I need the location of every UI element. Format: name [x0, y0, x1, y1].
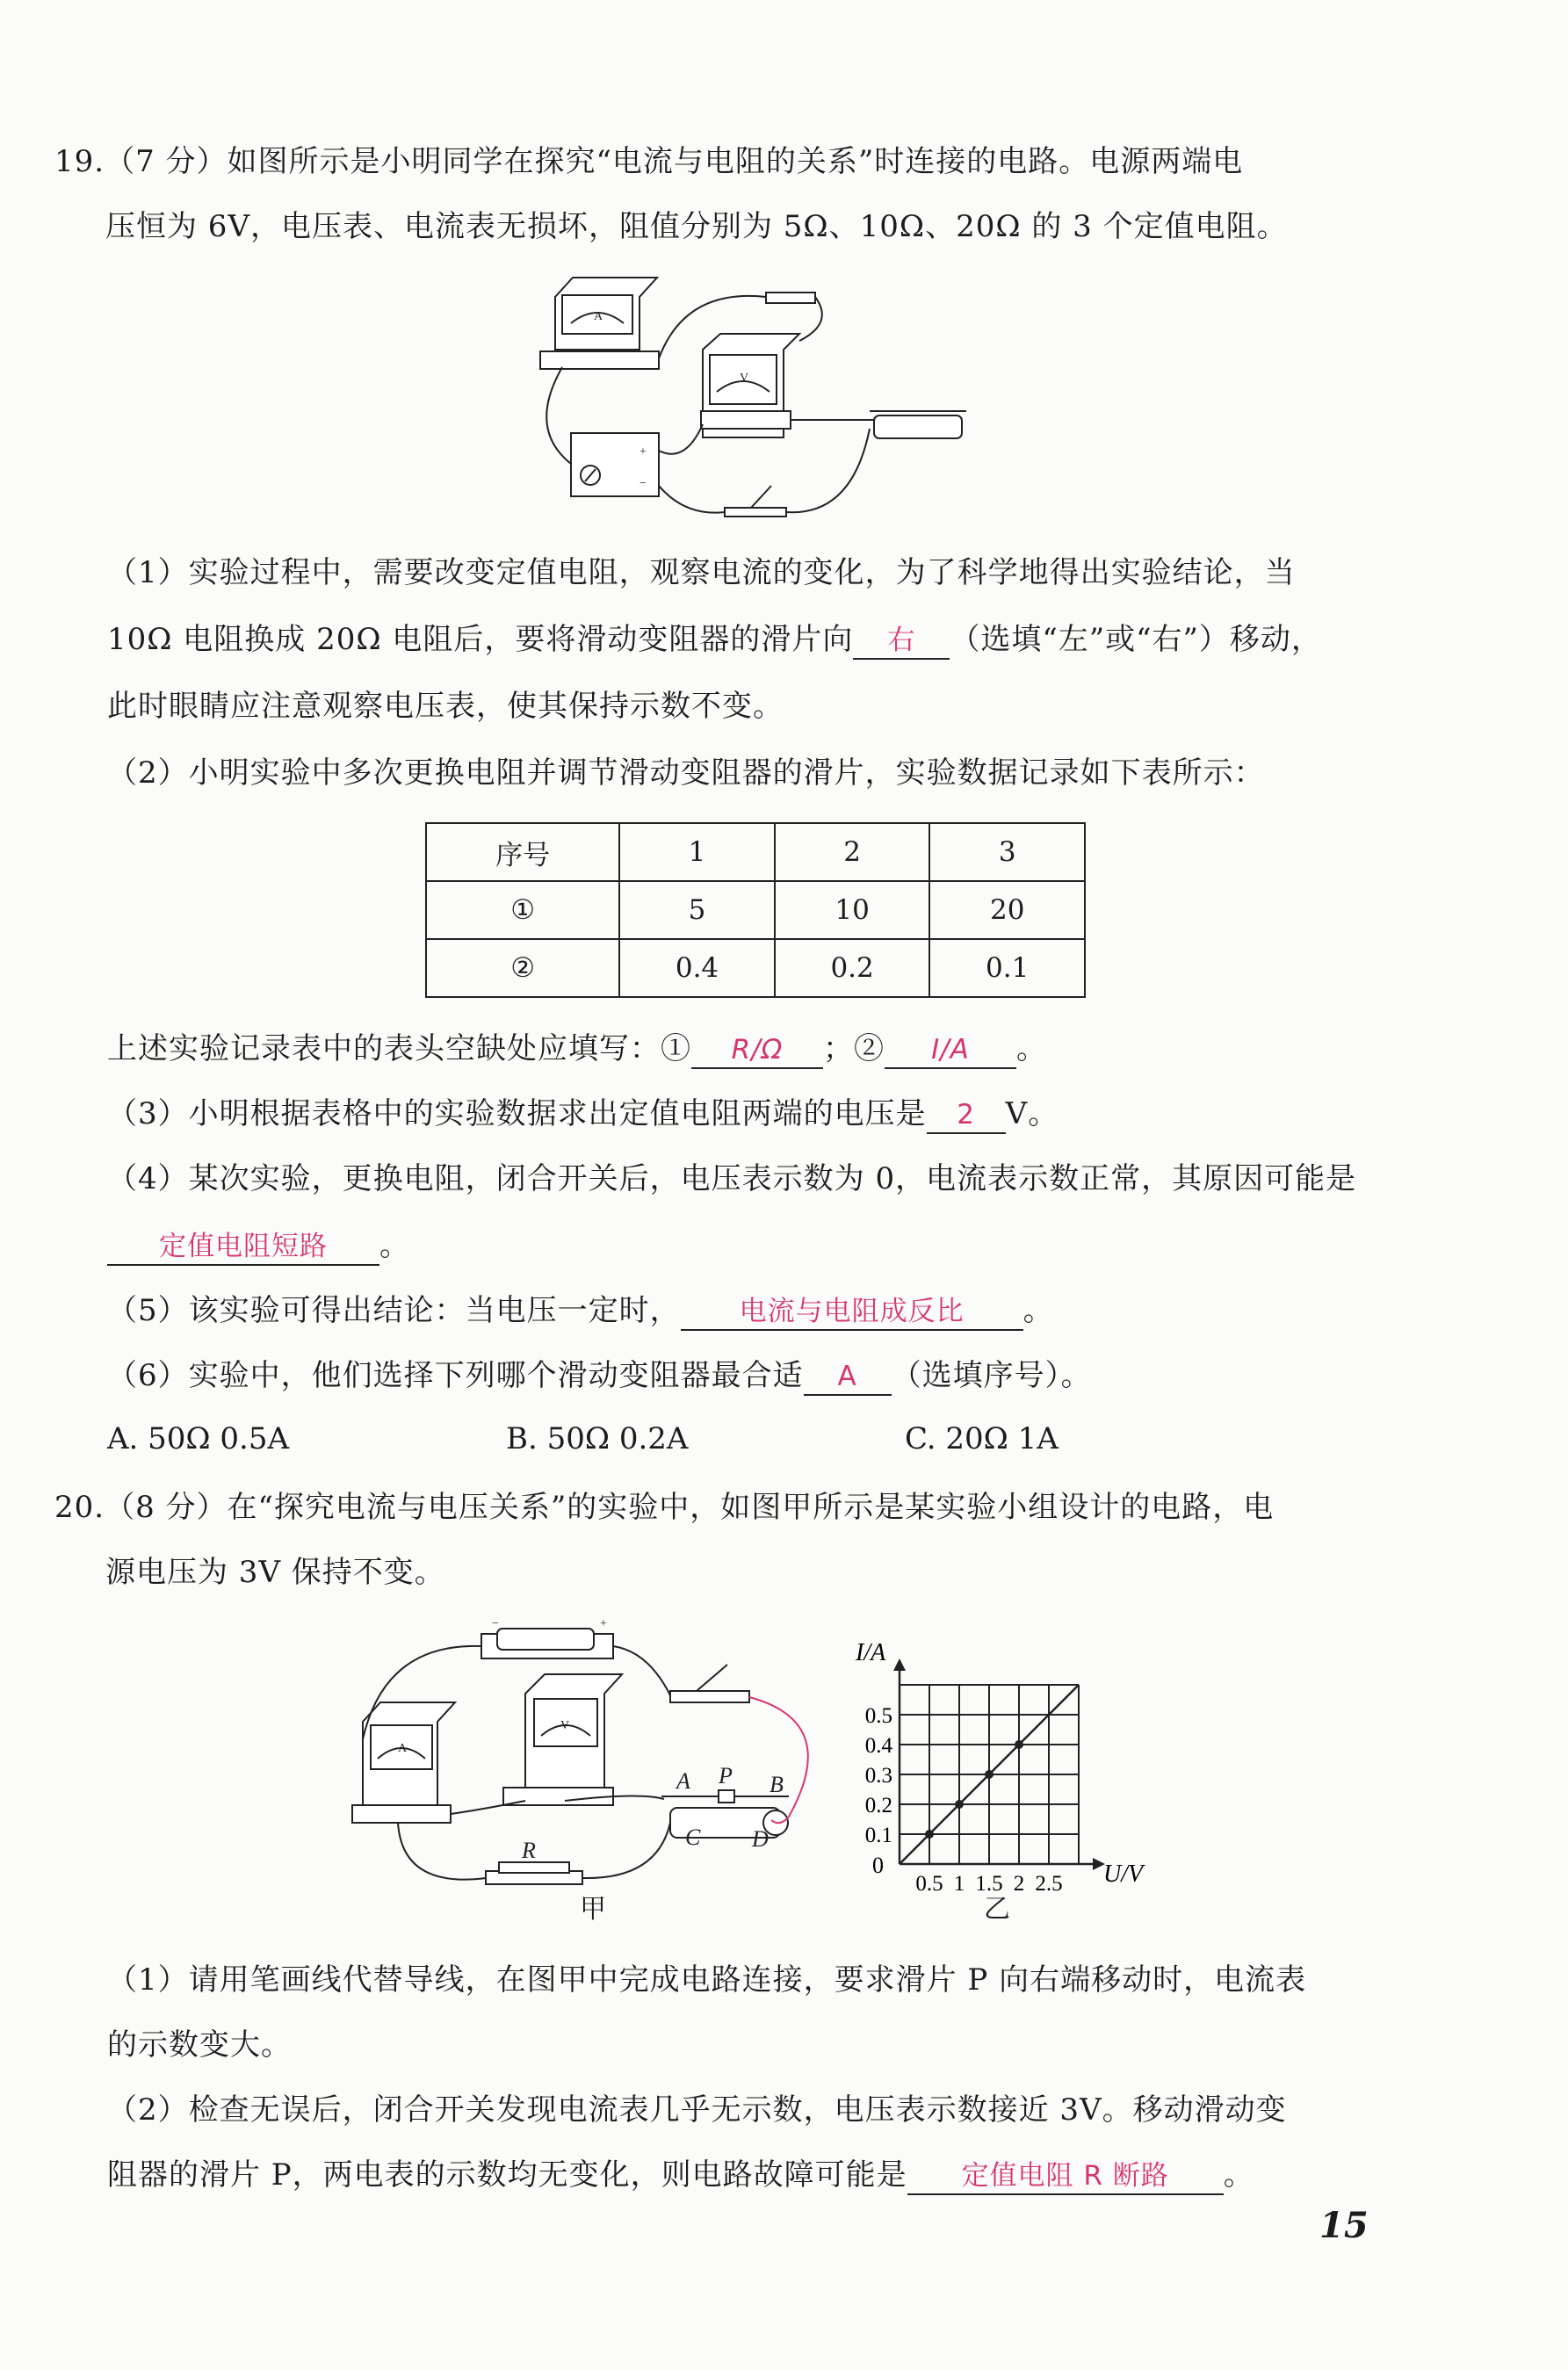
y-tick-label: 0.2 [864, 1794, 892, 1817]
q19-p4-end: 。 [379, 1228, 410, 1263]
q19-p1-line1: （1）实验过程中，需要改变定值电阻，观察电流的变化，为了科学地得出实验结论，当 [107, 555, 1296, 590]
svg-text:−: − [639, 477, 647, 490]
data-point [1015, 1740, 1023, 1749]
q20-p1-line2: 的示数变大。 [107, 2027, 292, 2063]
q20-p2-end: 。 [1223, 2157, 1254, 2193]
q19-p6-before: （6）实验中，他们选择下列哪个滑动变阻器最合适 [107, 1358, 804, 1393]
q20-p2-line1: （2）检查无误后，闭合开关发现电流表几乎无示数，电压表示数接近 3V。移动滑动变 [107, 2092, 1287, 2128]
y-tick-label: 0.5 [864, 1704, 892, 1728]
fig-label-yi: 乙 [984, 1894, 1011, 1925]
q19-p6-answer[interactable]: A [804, 1359, 892, 1396]
q20-circuit-figure [350, 1616, 824, 1924]
q19-p4-answer[interactable]: 定值电阻短路 [107, 1229, 379, 1266]
q19-p1-line3: 此时眼睛应注意观察电压表，使其保持示数不变。 [107, 689, 784, 724]
label-B: B [770, 1772, 784, 1797]
q19-p4-line2 [107, 1226, 410, 1266]
y-tick-label: 0.1 [864, 1824, 892, 1847]
table-cell: 10 [775, 881, 930, 939]
x-tick-label: 2.5 [1035, 1872, 1063, 1896]
q19-p6-line [107, 1356, 1092, 1396]
svg-text:A: A [398, 1742, 408, 1755]
q19-blank-answer1[interactable]: R/Ω [691, 1032, 823, 1069]
table-cell: 0.1 [929, 939, 1085, 997]
q19-data-table [425, 822, 1086, 998]
svg-text:V: V [560, 1719, 570, 1732]
table-cell: ① [426, 881, 619, 939]
q19-blank-before: 上述实验记录表中的表头空缺处应填写：① [107, 1031, 691, 1066]
x-tick-label: 1.5 [975, 1872, 1003, 1896]
label-C: C [685, 1824, 701, 1850]
table-row [426, 881, 1085, 939]
x-tick-label: 1 [953, 1872, 965, 1896]
y-tick-label: 0.3 [864, 1764, 892, 1788]
q19-option-b: B. 50Ω 0.2A [506, 1421, 689, 1456]
svg-text:+: + [600, 1617, 607, 1630]
label-R: R [522, 1838, 536, 1863]
label-P: P [719, 1763, 733, 1788]
q19-p3-line [107, 1095, 1059, 1134]
q20-p2-before: 阻器的滑片 P，两电表的示数均无变化，则电路故障可能是 [107, 2157, 907, 2193]
table-cell: 1 [619, 823, 775, 881]
q20-p2-line2 [107, 2156, 1254, 2195]
fig-label-jia: 甲 [580, 1894, 607, 1925]
chart-xlabel: U/V [1103, 1861, 1144, 1888]
table-cell: 序号 [426, 823, 619, 881]
q19-p3-answer[interactable]: 2 [927, 1097, 1006, 1134]
q19-p1-answer[interactable]: 右 [853, 623, 950, 660]
table-cell: 0.4 [619, 939, 775, 997]
q20-header-line2: 源电压为 3V 保持不变。 [105, 1555, 445, 1590]
table-cell: 3 [929, 823, 1085, 881]
q19-p4-line1: （4）某次实验，更换电阻，闭合开关后，电压表示数为 0，电流表示数正常，其原因可能是 [107, 1161, 1357, 1196]
q19-circuit-figure [536, 271, 993, 525]
svg-text:−: − [492, 1617, 499, 1630]
q19-p2-line: （2）小明实验中多次更换电阻并调节滑动变阻器的滑片，实验数据记录如下表所示： [107, 755, 1265, 791]
q19-header-line1: 19.（7 分）如图所示是小明同学在探究“电流与电阻的关系”时连接的电路。电源两端电 [54, 144, 1244, 179]
x-tick-label: 0.5 [915, 1872, 943, 1896]
chart-ylabel: I/A [856, 1639, 886, 1666]
q19-p5-answer[interactable]: 电流与电阻成反比 [681, 1294, 1023, 1331]
table-cell: ② [426, 939, 619, 997]
q19-p3-before: （3）小明根据表格中的实验数据求出定值电阻两端的电压是 [107, 1096, 927, 1131]
label-D: D [752, 1826, 769, 1852]
chart-origin-label: 0 [872, 1853, 884, 1878]
q19-p5-end: 。 [1022, 1293, 1054, 1328]
q19-header-line2: 压恒为 6V，电压表、电流表无损坏，阻值分别为 5Ω、10Ω、20Ω 的 3 个定值电阻。 [105, 209, 1288, 244]
table-cell: 2 [775, 823, 930, 881]
iu-chart [843, 1634, 1160, 1924]
q19-p5-before: （5）该实验可得出结论：当电压一定时， [107, 1293, 681, 1328]
y-axis-arrow [893, 1658, 906, 1671]
data-point [985, 1770, 994, 1779]
table-header-row [426, 823, 1085, 881]
label-A: A [676, 1768, 690, 1794]
q19-option-c: C. 20Ω 1A [905, 1421, 1059, 1456]
x-tick-label: 2 [1013, 1872, 1025, 1896]
q20-header-line1: 20.（8 分）在“探究电流与电压关系”的实验中，如图甲所示是某实验小组设计的电路，电 [54, 1490, 1275, 1525]
q19-p6-after: （选填序号）。 [891, 1358, 1092, 1393]
svg-text:+: + [639, 445, 647, 459]
q19-blank-answer2[interactable]: I/A [885, 1032, 1016, 1069]
data-point [925, 1830, 934, 1839]
y-tick-label: 0.4 [864, 1734, 892, 1758]
q19-blank-mid: ；② [823, 1031, 885, 1066]
q19-p5-line [107, 1291, 1054, 1331]
svg-text:A: A [594, 310, 603, 323]
q19-p3-after: V。 [1005, 1096, 1059, 1131]
q19-p1-line2 [107, 620, 1322, 660]
table-cell: 5 [619, 881, 775, 939]
q19-option-a: A. 50Ω 0.5A [107, 1421, 290, 1456]
q20-p1-line1: （1）请用笔画线代替导线，在图甲中完成电路连接，要求滑片 P 向右端移动时，电流表 [107, 1962, 1307, 1998]
data-point [955, 1800, 964, 1809]
q19-p1-line2-before: 10Ω 电阻换成 20Ω 电阻后，要将滑动变阻器的滑片向 [107, 622, 854, 657]
q19-p1-line2-after: （选填“左”或“右”）移动， [950, 622, 1322, 657]
svg-text:V: V [740, 372, 749, 385]
table-row [426, 939, 1085, 997]
q19-blank-end: 。 [1016, 1031, 1047, 1066]
page-number: 15 [1319, 2205, 1369, 2246]
table-cell: 0.2 [775, 939, 930, 997]
q20-p2-answer[interactable]: 定值电阻 R 断路 [907, 2158, 1224, 2195]
q19-blank-line [107, 1030, 1047, 1069]
table-cell: 20 [929, 881, 1085, 939]
